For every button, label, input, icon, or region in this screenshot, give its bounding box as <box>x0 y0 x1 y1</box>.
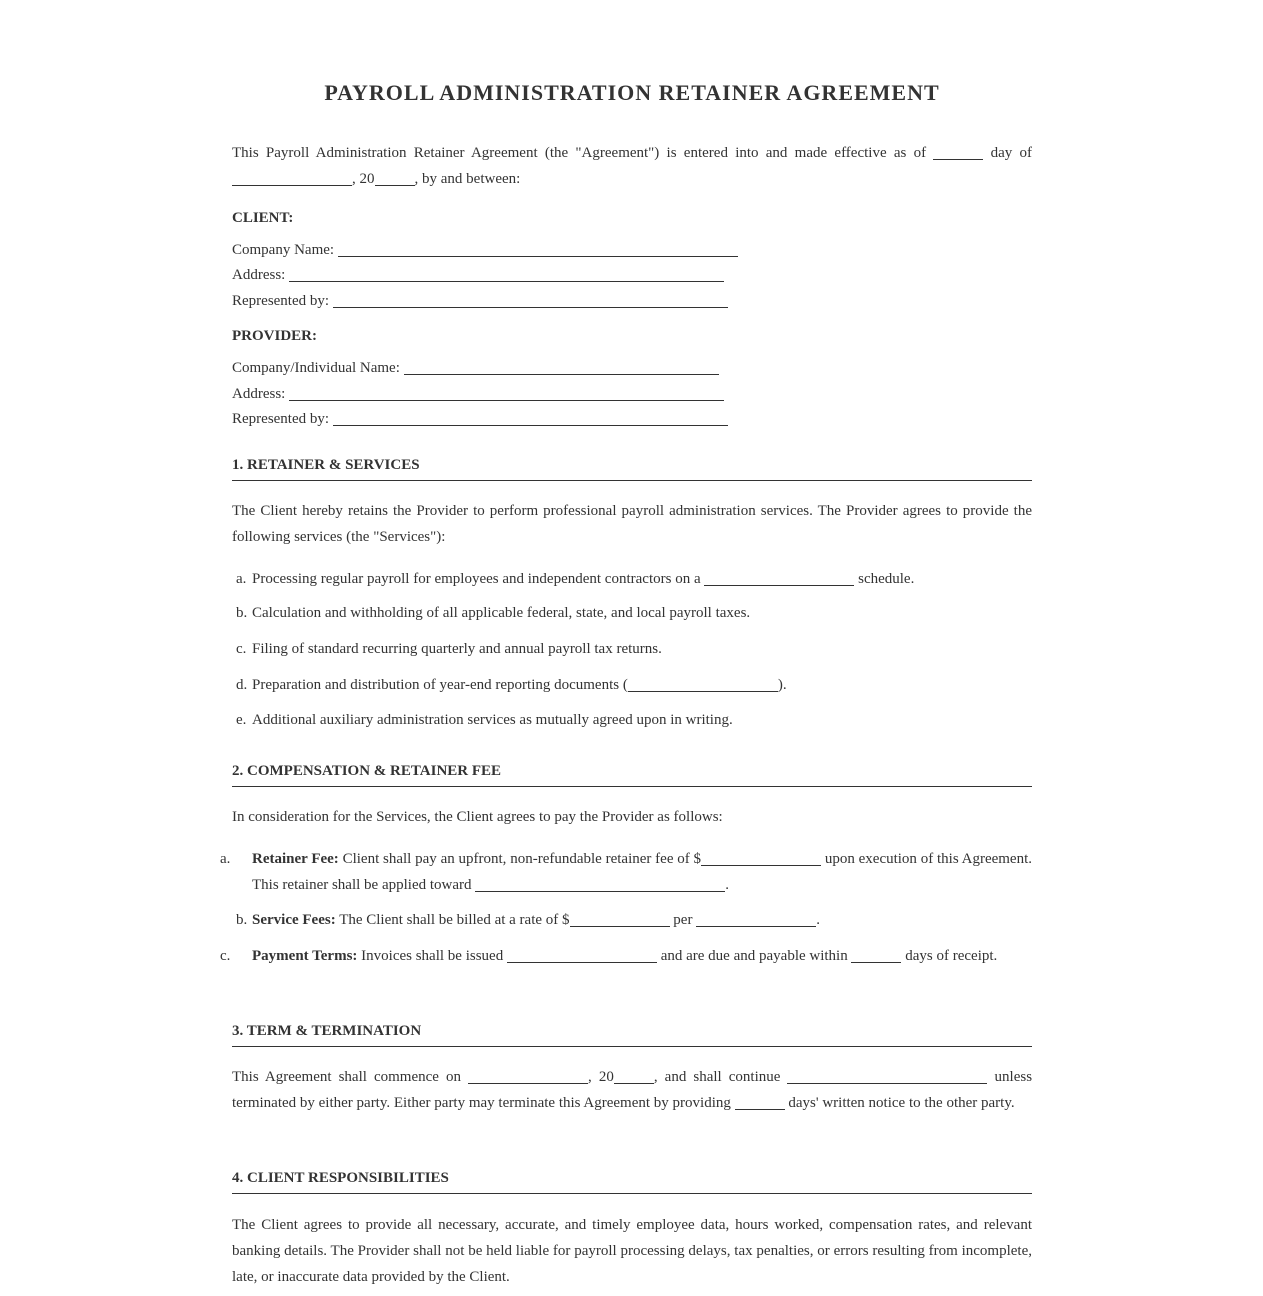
item-label: d. <box>236 677 248 693</box>
item-text-post: ). <box>777 677 787 693</box>
provider-rep-field <box>232 406 728 428</box>
retainer-fee-label: Retainer Fee: <box>252 851 339 867</box>
invoice-frequency-blank[interactable] <box>507 946 657 963</box>
service-item-d <box>236 672 1032 698</box>
year-end-documents-blank[interactable] <box>628 675 778 692</box>
item-text: The Client shall be billed at a rate of $ <box>339 912 570 928</box>
effective-month-blank[interactable] <box>232 169 352 186</box>
provider-company-label: Company/Individual Name: <box>232 360 400 376</box>
provider-company-field <box>232 355 719 377</box>
item-text-3: days of receipt. <box>905 948 998 964</box>
item-label: a. <box>236 571 247 587</box>
section-2-body: In consideration for the Services, the Client agrees to pay the Provider as follows: <box>232 809 723 825</box>
provider-company-blank[interactable] <box>404 358 719 375</box>
intro-text-1: This Payroll Administration Retainer Agreement (the "Agreement") is entered into and made effective as of <box>232 145 927 161</box>
document-title: PAYROLL ADMINISTRATION RETAINER AGREEMENT <box>324 80 940 105</box>
effective-day-blank[interactable] <box>933 143 983 160</box>
intro-paragraph <box>232 140 1032 192</box>
term-text-1: This Agreement shall commence on <box>232 1069 461 1085</box>
item-label: c. <box>236 641 247 657</box>
item-text: Preparation and distribution of year-end reporting documents ( <box>252 677 628 693</box>
compensation-item-b <box>236 907 1032 933</box>
term-text-3: , and shall continue <box>653 1069 781 1085</box>
section-4-heading: 4. CLIENT RESPONSIBILITIES <box>232 1170 1032 1194</box>
service-item-e <box>236 708 1032 733</box>
commence-year-blank[interactable] <box>614 1067 654 1084</box>
intro-text-3: , 20 <box>352 171 375 187</box>
provider-address-field <box>232 381 724 403</box>
section-3-heading: 3. TERM & TERMINATION <box>232 1023 1032 1047</box>
item-text-2: and are due and payable within <box>660 948 848 964</box>
client-company-field <box>232 237 738 259</box>
section-1-heading: 1. RETAINER & SERVICES <box>232 457 1032 481</box>
section-3-body <box>232 1064 1032 1116</box>
item-text-2: upon execution of this Agreement. This retainer shall be applied toward <box>252 851 1032 893</box>
provider-heading: PROVIDER: <box>232 328 317 344</box>
item-label: e. <box>236 712 247 728</box>
client-company-label: Company Name: <box>232 242 335 258</box>
client-address-field <box>232 262 724 284</box>
item-text-post: schedule. <box>858 571 915 587</box>
section-1-body: The Client hereby retains the Provider to perform professional payroll administration services. The Provider agrees to provide the following services (the "Services"): <box>232 503 1032 545</box>
provider-rep-blank[interactable] <box>333 409 728 426</box>
client-rep-label: Represented by: <box>232 293 330 309</box>
item-text: Calculation and withholding of all applicable federal, state, and local payroll taxes. <box>252 605 751 621</box>
item-text-3: . <box>725 877 730 893</box>
retainer-fee-amount-blank[interactable] <box>701 849 821 866</box>
term-text-5: days' written notice to the other party. <box>788 1095 1015 1111</box>
section-4-body: The Client agrees to provide all necessary, accurate, and timely employee data, hours worked, compensation rates, and relevant banking details. The Provider shall not be held liable for payroll processing delays, tax penalties, or errors resulting from incomplete, late, or inaccurate data provided by the Client. <box>232 1217 1032 1285</box>
item-label: b. <box>236 912 248 928</box>
item-text: Invoices shall be issued <box>361 948 504 964</box>
provider-address-blank[interactable] <box>289 384 724 401</box>
item-text-3: . <box>816 912 820 928</box>
item-text: Filing of standard recurring quarterly and annual payroll tax returns. <box>252 641 662 657</box>
compensation-item-c <box>220 943 1032 969</box>
term-text-4: unless terminated by either party. Either party may terminate this Agreement by providing <box>232 1069 1033 1111</box>
item-text-2: per <box>673 912 693 928</box>
item-label: b. <box>236 605 248 621</box>
item-text: Client shall pay an upfront, non-refundable retainer fee of $ <box>342 851 702 867</box>
term-text-2: , 20 <box>588 1069 614 1085</box>
client-rep-field <box>232 288 728 310</box>
effective-year-blank[interactable] <box>375 169 415 186</box>
section-2-heading: 2. COMPENSATION & RETAINER FEE <box>232 763 1032 787</box>
item-text: Additional auxiliary administration services as mutually agreed upon in writing. <box>252 712 733 728</box>
service-rate-unit-blank[interactable] <box>696 910 816 927</box>
provider-rep-label: Represented by: <box>232 411 330 427</box>
compensation-item-a <box>220 846 1032 898</box>
item-label: a. <box>220 851 231 867</box>
client-address-blank[interactable] <box>289 265 724 282</box>
client-company-blank[interactable] <box>338 240 738 257</box>
intro-text-4: , by and between: <box>414 171 521 187</box>
service-item-b <box>236 601 1032 626</box>
client-address-label: Address: <box>232 267 286 283</box>
payment-terms-label: Payment Terms: <box>252 948 358 964</box>
intro-text-2: day of <box>990 145 1032 161</box>
client-rep-blank[interactable] <box>333 291 728 308</box>
service-item-a <box>236 566 1032 592</box>
item-label: c. <box>220 948 231 964</box>
provider-address-label: Address: <box>232 386 286 402</box>
term-duration-blank[interactable] <box>787 1067 987 1084</box>
client-heading: CLIENT: <box>232 210 294 226</box>
retainer-applied-toward-blank[interactable] <box>475 875 725 892</box>
notice-days-blank[interactable] <box>735 1093 785 1110</box>
payroll-schedule-blank[interactable] <box>704 569 854 586</box>
service-rate-blank[interactable] <box>570 910 670 927</box>
commence-date-blank[interactable] <box>468 1067 588 1084</box>
item-text: Processing regular payroll for employees and independent contractors on a <box>252 571 701 587</box>
payment-days-blank[interactable] <box>851 946 901 963</box>
service-item-c <box>236 637 1032 662</box>
service-fees-label: Service Fees: <box>252 912 336 928</box>
